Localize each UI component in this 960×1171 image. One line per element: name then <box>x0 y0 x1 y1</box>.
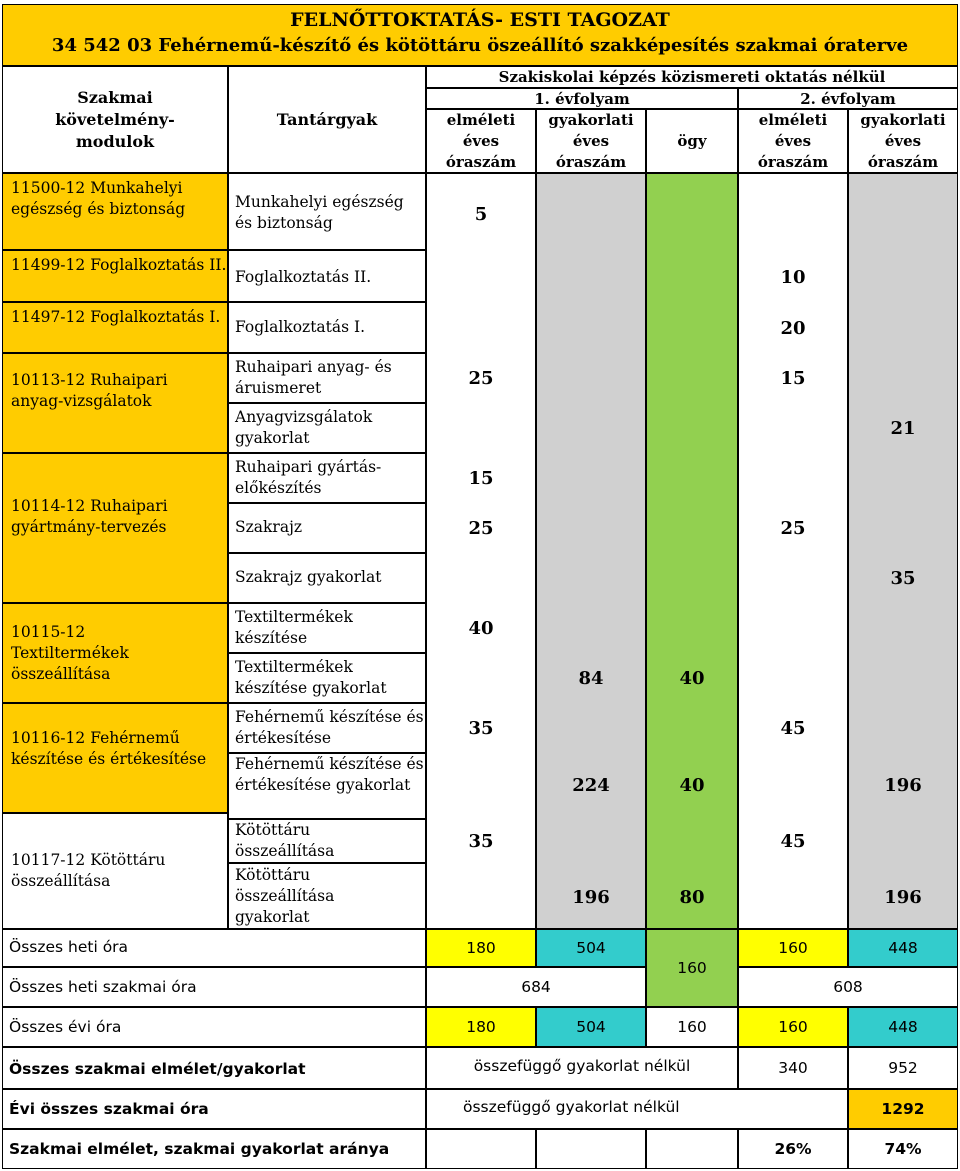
weekly-ogy: 160 <box>646 929 738 1007</box>
header-y1-practice: gyakorlati éves óraszám <box>536 109 646 173</box>
module-cell: 10117-12 Kötöttáru összeállítása <box>2 813 228 929</box>
yearly-total-label: Évi összes szakmai óra <box>2 1089 426 1129</box>
header-training: Szakiskolai képzés közismereti oktatás nélkül <box>426 66 958 88</box>
value-cell: 45 <box>780 717 806 739</box>
weekly-prof-label: Összes heti szakmai óra <box>2 967 426 1007</box>
y2-practice-column <box>848 173 958 929</box>
subject-name: Textiltermékek készítése <box>228 603 426 653</box>
subject-name: Szakrajz <box>228 503 426 553</box>
yearly-hours-label: Összes évi óra <box>2 1007 426 1047</box>
module-cell: 10114-12 Ruhaipari gyártmány-tervezés <box>2 453 228 603</box>
value-cell: 15 <box>468 467 494 489</box>
weekly-prof-y1: 684 <box>426 967 646 1007</box>
ogy-column <box>646 173 738 929</box>
subject-name: Kötöttáru összeállítása <box>228 819 426 863</box>
y1-practice-column <box>536 173 646 929</box>
header-year-2: 2. évfolyam <box>738 88 958 109</box>
ratio-label: Szakmai elmélet, szakmai gyakorlat aránya <box>2 1129 426 1169</box>
module-cell: 11500-12 Munkahelyi egészség és biztonság <box>2 173 228 250</box>
theory-practice-note: összefüggő gyakorlat nélkül <box>426 1047 738 1089</box>
header-subjects: Tantárgyak <box>228 66 426 173</box>
yearly-total-value: 1292 <box>848 1089 958 1129</box>
subject-name: Fehérnemű készítése és értékesítése gyakorlat <box>228 753 426 819</box>
ratio-spacer <box>536 1129 646 1169</box>
value-cell: 224 <box>572 774 610 796</box>
weekly-y1-practice: 504 <box>536 929 646 967</box>
weekly-y2-theory: 160 <box>738 929 848 967</box>
subject-name: Foglalkoztatás II. <box>228 250 426 302</box>
theory-practice-label: Összes szakmai elmélet/gyakorlat <box>2 1047 426 1089</box>
subject-name: Munkahelyi egészség és biztonság <box>228 173 426 250</box>
weekly-prof-y2: 608 <box>738 967 958 1007</box>
value-cell: 21 <box>890 417 916 439</box>
value-cell: 196 <box>884 774 922 796</box>
header-y2-practice: gyakorlati éves óraszám <box>848 109 958 173</box>
module-cell: 10116-12 Fehérnemű készítése és értékesítése <box>2 703 228 813</box>
value-cell: 84 <box>578 667 604 689</box>
value-cell: 35 <box>468 717 494 739</box>
ratio-practice: 74% <box>848 1129 958 1169</box>
yearly-y2-practice: 448 <box>848 1007 958 1047</box>
subject-name: Ruhaipari anyag- és áruismeret <box>228 353 426 403</box>
value-cell: 35 <box>890 567 916 589</box>
title-line-2: 34 542 03 Fehérnemű-készítő és kötöttáru öszeállító szakképesítés szakmai óraterve <box>51 35 909 56</box>
value-cell: 45 <box>780 830 806 852</box>
ratio-spacer <box>646 1129 738 1169</box>
value-cell: 196 <box>572 886 610 908</box>
weekly-hours-label: Összes heti óra <box>2 929 426 967</box>
ratio-theory: 26% <box>738 1129 848 1169</box>
weekly-y2-practice: 448 <box>848 929 958 967</box>
theory-total: 340 <box>738 1047 848 1089</box>
y1-theory-column <box>426 173 536 929</box>
value-cell: 35 <box>468 830 494 852</box>
value-cell: 5 <box>474 203 488 225</box>
ratio-spacer <box>426 1129 536 1169</box>
subject-name: Fehérnemű készítése és értékesítése <box>228 703 426 753</box>
subject-name: Foglalkoztatás I. <box>228 302 426 353</box>
value-cell: 80 <box>679 886 705 908</box>
subject-name: Szakrajz gyakorlat <box>228 553 426 603</box>
module-cell: 11497-12 Foglalkoztatás I. <box>2 302 228 353</box>
value-cell: 40 <box>468 617 494 639</box>
header-year-1: 1. évfolyam <box>426 88 738 109</box>
yearly-y1-theory: 180 <box>426 1007 536 1047</box>
value-cell: 196 <box>884 886 922 908</box>
value-cell: 40 <box>679 667 705 689</box>
subject-name: Kötöttáru összeállítása gyakorlat <box>228 863 426 929</box>
header-y1-theory: elméleti éves óraszám <box>426 109 536 173</box>
value-cell: 25 <box>468 517 494 539</box>
module-cell: 11499-12 Foglalkoztatás II. <box>2 250 228 302</box>
value-cell: 25 <box>468 367 494 389</box>
yearly-total-note: összefüggő gyakorlat nélkül <box>426 1089 848 1129</box>
module-cell: 10113-12 Ruhaipari anyag-vizsgálatok <box>2 353 228 453</box>
header-y2-theory: elméleti éves óraszám <box>738 109 848 173</box>
value-cell: 15 <box>780 367 806 389</box>
practice-total: 952 <box>848 1047 958 1089</box>
value-cell: 40 <box>679 774 705 796</box>
weekly-y1-theory: 180 <box>426 929 536 967</box>
subject-name: Textiltermékek készítése gyakorlat <box>228 653 426 703</box>
value-cell: 25 <box>780 517 806 539</box>
value-cell: 10 <box>780 266 806 288</box>
yearly-y1-practice: 504 <box>536 1007 646 1047</box>
subject-name: Anyagvizsgálatok gyakorlat <box>228 403 426 453</box>
title-line-1: FELNŐTTOKTATÁS- ESTI TAGOZAT <box>290 9 670 31</box>
yearly-y2-theory: 160 <box>738 1007 848 1047</box>
value-cell: 20 <box>780 317 806 339</box>
yearly-ogy: 160 <box>646 1007 738 1047</box>
header-modules: Szakmai követelmény-modulok <box>2 66 228 173</box>
header-ogy: ögy <box>646 109 738 173</box>
module-cell: 10115-12 Textiltermékek összeállítása <box>2 603 228 703</box>
subject-name: Ruhaipari gyártás-előkészítés <box>228 453 426 503</box>
